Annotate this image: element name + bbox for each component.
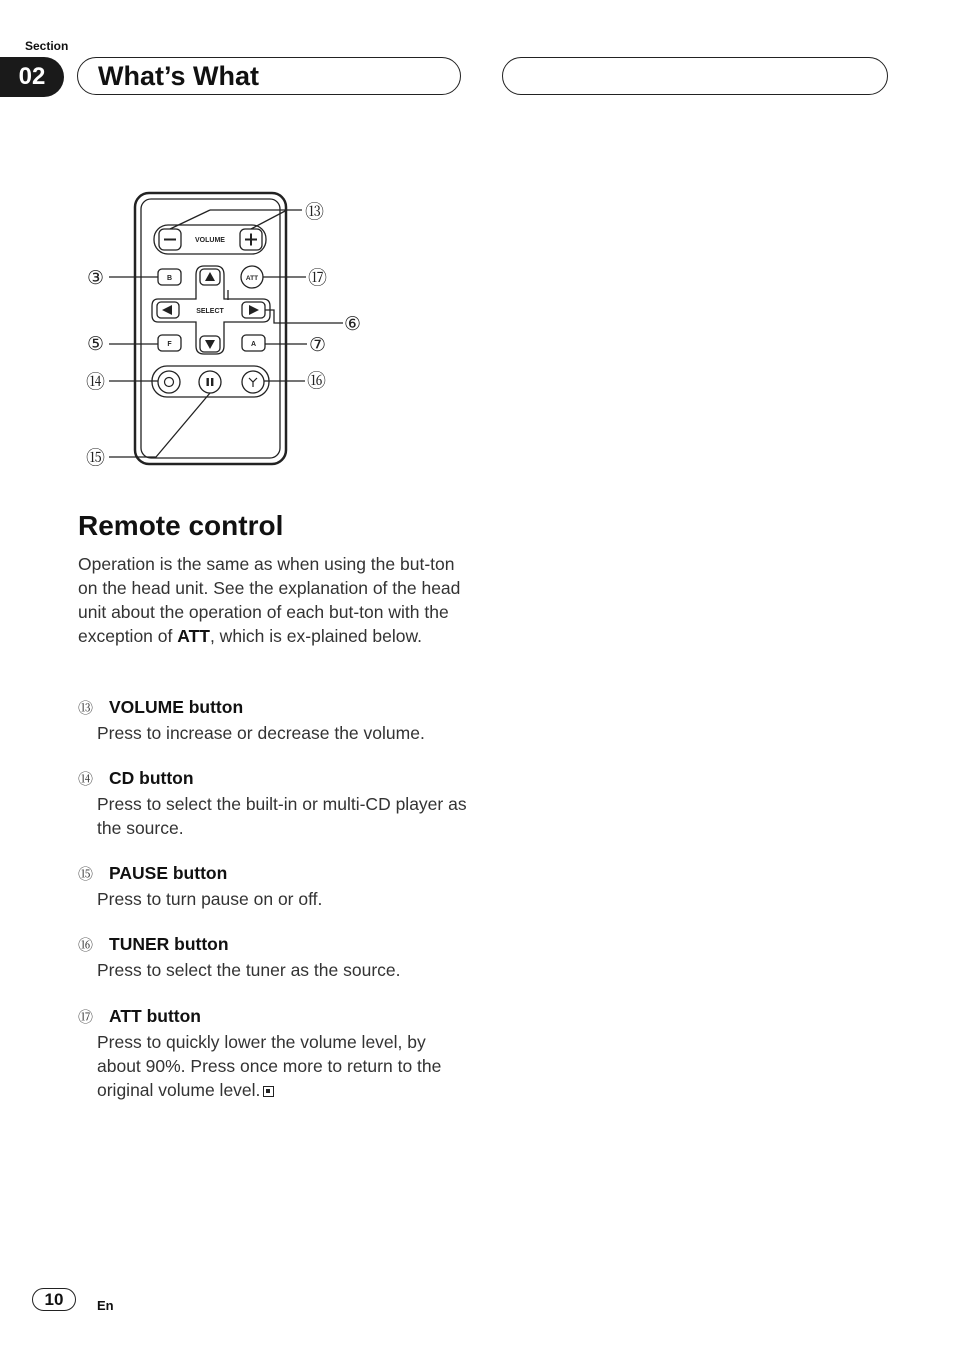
- page-number: 10: [32, 1288, 76, 1311]
- item-number: ⑬: [78, 700, 94, 717]
- callout-14: ⑭: [86, 372, 106, 393]
- pause-icon-left: [207, 378, 209, 386]
- item-title: TUNER button: [109, 934, 229, 954]
- intro-att-bold: ATT: [177, 626, 210, 646]
- callout-6: ⑥: [344, 314, 362, 335]
- item-description: Press to select the built-in or multi-CD player as the source.: [97, 794, 467, 838]
- callout-15: ⑮: [86, 448, 106, 469]
- callout-17: ⑰: [308, 268, 328, 289]
- callout-5: ⑤: [87, 334, 105, 355]
- f-button-label: F: [167, 341, 172, 348]
- att-description-text: Press to quickly lower the volume level, by about 90%. Press once more to return to the original volume level.: [97, 1032, 442, 1100]
- callout-7: ⑦: [309, 335, 327, 356]
- item-title: PAUSE button: [109, 863, 228, 883]
- end-mark-icon: [263, 1086, 274, 1097]
- cd-button: [158, 371, 180, 393]
- intro-text-start: Operation is the same as when using the but-ton on the head unit. See the explanation of the head unit about the operation of each but-ton with the exception of: [78, 554, 461, 646]
- pause-icon-right: [211, 378, 213, 386]
- intro-paragraph: [78, 552, 468, 648]
- item-volume: [78, 695, 478, 745]
- item-description: Press to select the tuner as the source.: [97, 960, 401, 980]
- section-label: Section: [25, 39, 69, 53]
- section-heading: Remote control: [78, 510, 284, 541]
- item-title: ATT button: [109, 1006, 201, 1026]
- item-description: Press to turn pause on or off.: [97, 889, 323, 909]
- item-title: VOLUME button: [109, 697, 244, 717]
- a-button-label: A: [250, 341, 257, 348]
- section-number-badge: 02: [0, 57, 64, 97]
- callout-16: ⑯: [307, 371, 327, 392]
- att-button-label: ATT: [245, 275, 259, 282]
- language-label: En: [97, 1298, 114, 1313]
- pause-button: [199, 371, 221, 393]
- item-number: ⑭: [78, 771, 94, 788]
- intro-text-end: , which is ex-plained below.: [209, 626, 423, 646]
- right-header-frame: [502, 57, 888, 95]
- item-cd: [78, 766, 478, 840]
- item-title: CD button: [109, 768, 194, 788]
- item-description: [97, 1030, 467, 1102]
- select-label: SELECT: [196, 308, 224, 315]
- item-pause: [78, 861, 478, 911]
- item-number: ⑮: [78, 866, 94, 883]
- item-description: Press to increase or decrease the volume.: [97, 723, 425, 743]
- item-number: ⑯: [78, 937, 94, 954]
- volume-label: VOLUME: [195, 237, 225, 244]
- callout-3: ③: [87, 268, 105, 289]
- b-button-label: B: [166, 275, 173, 282]
- callout-13: ⑬: [305, 202, 325, 223]
- item-tuner: [78, 932, 478, 982]
- page-title: What’s What: [98, 61, 259, 91]
- item-number: ⑰: [78, 1009, 94, 1026]
- remote-control-figure: [0, 0, 480, 480]
- item-att: [78, 1004, 478, 1102]
